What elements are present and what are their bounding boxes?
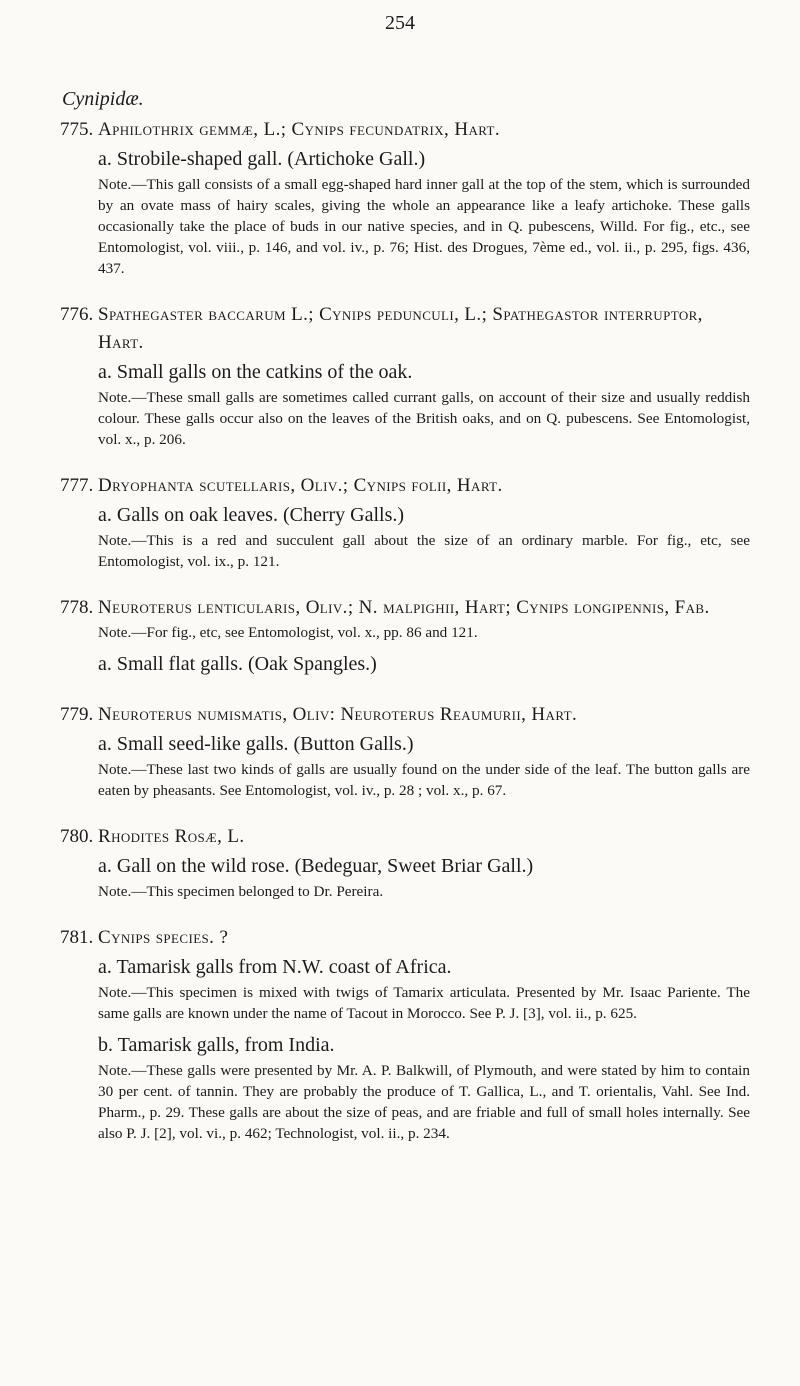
entry-note: Note.—For fig., etc, see Entomologist, vol. x., pp. 86 and 121. [98, 624, 478, 641]
specimen-label: a. Strobile-shaped gall. (Artichoke Gall.) [98, 148, 426, 170]
catalogue-entry [60, 472, 750, 572]
specimen-note: Note.—These small galls are sometimes called currant galls, on account of their size and usually reddish colour. These galls occur also on the leaves of the British oaks, and on Q. pubescens. See Entomologist, vol. x., p. 206. [98, 389, 750, 448]
specimen-note: Note.—This specimen is mixed with twigs of Tamarix articulata. Presented by Mr. Isaac Pariente. The same galls are known under the name of Tacout in Morocco. See P. J. [3], vol. ii., p. 625. [98, 984, 750, 1022]
catalogue-entry [60, 116, 750, 279]
specimen-label: a. Tamarisk galls from N.W. coast of Africa. [98, 956, 452, 978]
entry-number: 781. [60, 927, 94, 948]
entry-title: Rhodites Rosæ, L. [98, 826, 245, 847]
entry-number: 778. [60, 597, 94, 618]
entry-title: Cynips species. ? [98, 927, 229, 948]
catalogue-entry [60, 301, 750, 450]
catalogue-entry [60, 594, 750, 679]
specimen-label: a. Small galls on the catkins of the oak. [98, 361, 413, 383]
specimen-note: Note.—This specimen belonged to Dr. Pereira. [98, 883, 384, 900]
specimen-note: Note.—This is a red and succulent gall about the size of an ordinary marble. For fig., etc, see Entomologist, vol. ix., p. 121. [98, 532, 750, 570]
entry-number: 775. [60, 119, 94, 140]
catalogue-entry [60, 924, 750, 1144]
entry-title: Neuroterus lenticularis, Oliv.; N. malpighii, Hart; Cynips longipennis, Fab. [98, 597, 710, 618]
specimen-label: b. Tamarisk galls, from India. [98, 1034, 335, 1056]
catalogue-entry [60, 701, 750, 801]
specimen-note: Note.—This gall consists of a small egg-shaped hard inner gall at the top of the stem, which is surrounded by an ovate mass of hairy scales, giving the whole an appearance like a leafy artichoke. These galls occasionally take the place of buds in our native species, and in Q. pubescens, Willd. For fig., etc., see Entomologist, vol. viii., p. 146, and vol. iv., p. 76; Hist. des Drogues, 7ème ed., vol. ii., p. 295, figs. 436, 437. [98, 176, 750, 277]
specimen-note: Note.—These galls were presented by Mr. A. P. Balkwill, of Plymouth, and were stated by him to contain 30 per cent. of tannin. They are probably the produce of T. Gallica, L., and T. orientalis, Vahl. See Ind. Pharm., p. 29. These galls are about the size of peas, and are friable and full of small holes internally. See also P. J. [2], vol. vi., p. 462; Technologist, vol. ii., p. 234. [98, 1062, 750, 1142]
specimen-note: Note.—These last two kinds of galls are usually found on the under side of the leaf. The button galls are eaten by pheasants. See Entomologist, vol. iv., p. 28 ; vol. x., p. 67. [98, 761, 750, 799]
entry-number: 776. [60, 304, 94, 325]
catalogue-entry [60, 823, 750, 902]
specimen-label: a. Small seed-like galls. (Button Galls.) [98, 733, 414, 755]
entry-title: Aphilothrix gemmæ, L.; Cynips fecundatrix, Hart. [98, 119, 501, 140]
catalogue-entries [60, 116, 750, 1166]
entry-number: 780. [60, 826, 94, 847]
entry-title: Spathegaster baccarum L.; Cynips pedunculi, L.; Spathegastor interruptor, Hart. [98, 304, 703, 353]
entry-title: Dryophanta scutellaris, Oliv.; Cynips folii, Hart. [98, 475, 503, 496]
entry-title: Neuroterus numismatis, Oliv: Neuroterus Reaumurii, Hart. [98, 704, 578, 725]
specimen-label: a. Gall on the wild rose. (Bedeguar, Sweet Briar Gall.) [98, 855, 534, 877]
page-number: 254 [385, 12, 415, 34]
entry-number: 777. [60, 475, 94, 496]
section-title: Cynipidæ. [62, 88, 144, 110]
specimen-label: a. Small flat galls. (Oak Spangles.) [98, 653, 377, 675]
entry-number: 779. [60, 704, 94, 725]
specimen-label: a. Galls on oak leaves. (Cherry Galls.) [98, 504, 405, 526]
